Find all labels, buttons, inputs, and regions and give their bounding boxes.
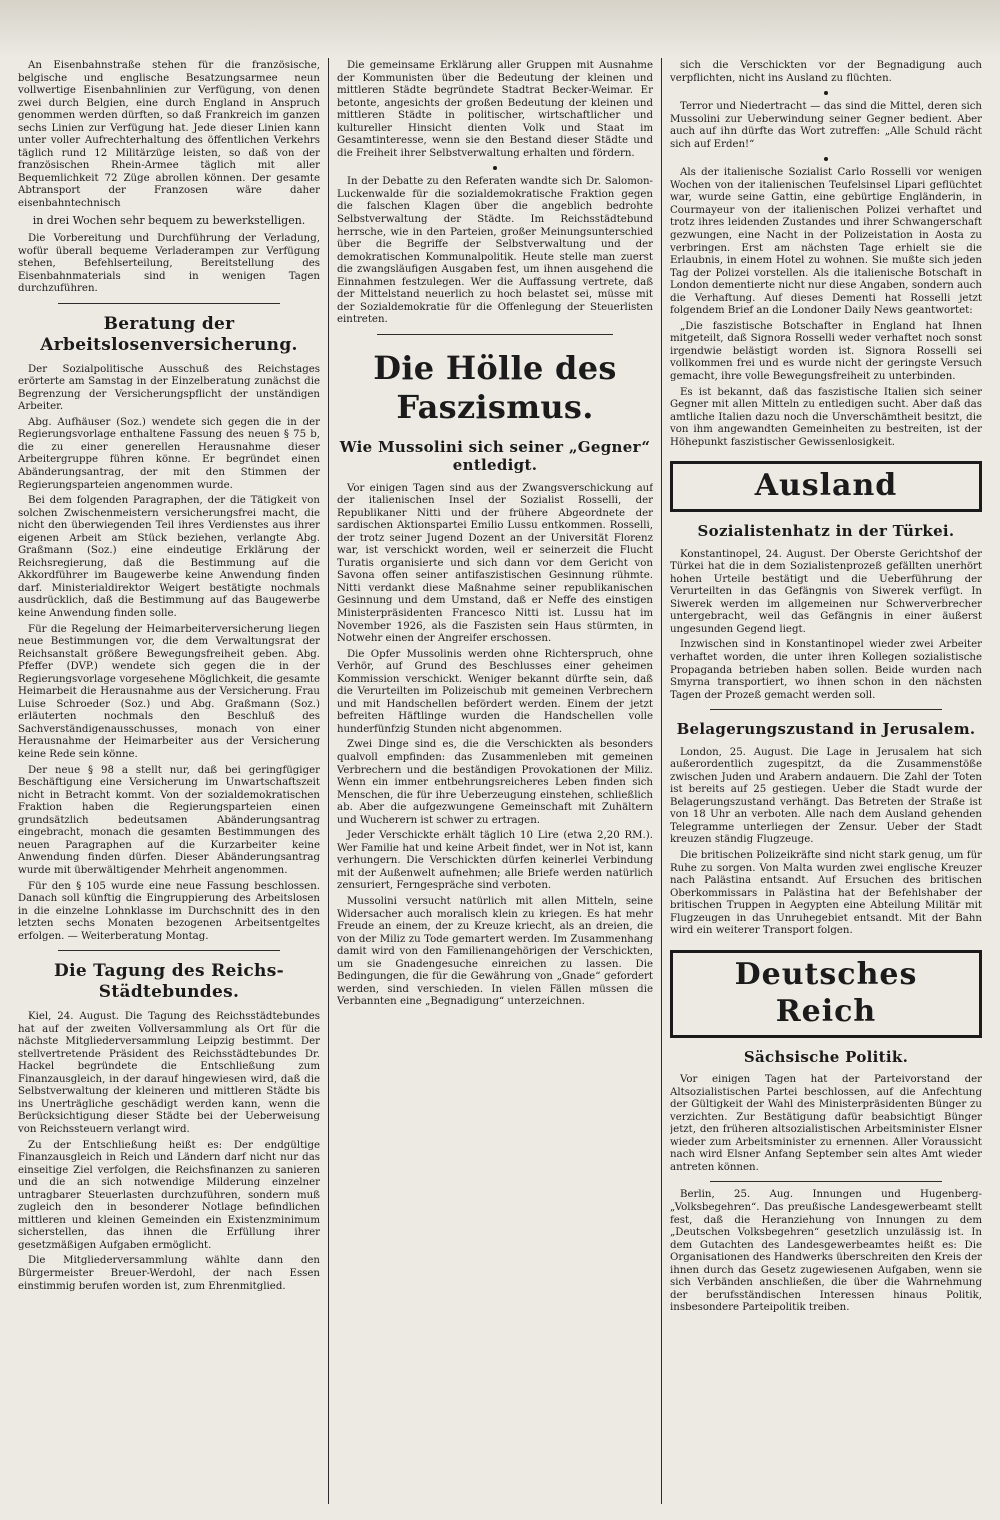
article-text: „Die faszistische Botschafter in England hat Ihnen mitgeteilt, daß Signora Rosselli weder verhaftet noch sonst irgendwie belästigt worden ist. Signora Rosselli sei vollkommen frei und es wurde nicht der geringste Versuch gemacht, ihre volle Bewegungsfreiheit zu unterbinden.	[670, 320, 982, 383]
subheadline-mussolini: Wie Mussolini sich seiner „Gegner“ entledigt.	[339, 437, 651, 475]
article-text: Inzwischen sind in Konstantinopel wieder zwei Arbeiter verhaftet worden, die unter ihren Kollegen sozialistische Propaganda betrieben haben sollen. Beide wurden nach Smyrna transportiert, wo ihnen schon in den nächsten Tagen der Prozeß gemacht werden soll.	[670, 639, 982, 701]
headline-staedtebund: Die Tagung des Reichs-Städtebundes.	[54, 961, 284, 1003]
article-text: In der Debatte zu den Referaten wandte sich Dr. Salomon-Luckenwalde für die sozialdemokratische Fraktion gegen die falschen Klagen über die angeblich bedrohte Selbstverwaltung der Städte. Im Reichsstädtebund herrsche, wie in den Parteien, großer Meinungsunterschied über die Begriffe der Selbstverwaltung und der demokratischen Kommunalpolitik. Heute stelle man zuerst die zwangsläufigen Ausgaben fest, um ihnen ausgehend die Einnahmen festzulegen. Wer die Auffassung vertrete, daß der Mittelstand neuerlich zu hoch belastet sei, müsse mit der Sozialdemokratie für die Offenlegung der Steuerlisten eintreten.	[337, 176, 653, 326]
article-text: Konstantinopel, 24. August. Der Oberste Gerichtshof der Türkei hat die in dem Sozialistenprozeß gefällten unerhört hohen Urteile bestätigt und die Ueberführung der Verurteilten in das Gefängnis von Siwerek verfügt. In Siwerek werden im allgemeinen nur Schwerverbrecher untergebracht, weil das Gefängnis in einer äußerst ungesunden Gegend liegt.	[670, 548, 982, 635]
column-right	[670, 60, 982, 1502]
page-top-fold	[0, 0, 1000, 58]
separator-dot	[824, 157, 828, 161]
column-rule	[661, 58, 662, 1504]
separator-dot	[824, 91, 828, 95]
article-text: Terror und Niedertracht — das sind die Mittel, deren sich Mussolini zur Ueberwindung seiner Gegner bedient. Aber auch auf ihn dürfte das Wort zutreffen: „Alle Schuld rächt sich auf Erden!“	[670, 101, 982, 150]
section-separator	[58, 950, 280, 951]
article-text: Abg. Aufhäuser (Soz.) wendete sich gegen die in der Regierungsvorlage enthaltene Fassung des neuen § 75 b, die zu einer generellen Herausnahme dieser Arbeitergruppe führen könne. Er begründet einen Abänderungsantrag, der mit den Stimmen der Regierungsparteien angenommen wurde.	[18, 416, 320, 491]
article-text: Der neue § 98 a stellt nur, daß bei geringfügiger Beschäftigung eine Versicherung im Unwartschaftszeit nicht in Betracht kommt. Von der sozialdemokratischen Fraktion haben die Regierungsparteien einen grundsätzlich bedeutsamen Abänderungsantrag eingebracht, monach die gesamten Bestimmungen des neuen Paragraphen auf die Kurzarbeiter keine Anwendung finden dürfen. Dieser Abänderungsantrag wurde mit überwältigender Mehrheit angenommen.	[18, 764, 320, 876]
article-text: London, 25. August. Die Lage in Jerusalem hat sich außerordentlich zugespitzt, da die Zusammenstöße zwischen Juden und Arabern andauern. Die Zahl der Toten ist bereits auf 25 gestiegen. Ueber die Stadt wurde der Belagerungszustand verhängt. Das Betreten der Straße ist von 18 Uhr an verboten. Alle nach dem Ausland gehenden Telegramme unterliegen der Zensur. Ueber der Stadt kreuzen ständig Flugzeuge.	[670, 746, 982, 846]
separator-dot	[493, 166, 497, 170]
article-text: Vor einigen Tagen hat der Parteivorstand der Altsozialistischen Partei beschlossen, auf die Anfechtung der Gültigkeit der Wahl des Ministerpräsidenten Bünger zu verzichten. Zur Bestätigung dafür beabsichtigt Bünger jetzt, den früheren altsozialistischen Arbeitsminister Elsner wieder zum Arbeitsminister zu ernennen. Aller Voraussicht nach wird Elsner Anfang September sein altes Amt wieder antreten können.	[670, 1074, 982, 1173]
article-text: Kiel, 24. August. Die Tagung des Reichsstädtebundes hat auf der zweiten Vollversammlung als Ort für die nächste Mitgliederversammlung Leipzig bestimmt. Der stellvertretende Präsident des Reichsstädtebundes Dr. Hackel begründete die Entschließung zum Finanzausgleich, in der darauf hingewiesen wird, daß die Selbstverwaltung der kleineren und mittleren Städte bis ins Unerträgliche geschädigt werden kann, wenn die Berücksichtigung dieser Städte bei der Ueberweisung von Reichssteuern verlangt wird.	[18, 1011, 320, 1135]
headline-faszismus: Die Hölle des Faszismus.	[373, 348, 617, 427]
article-text: An Eisenbahnstraße stehen für die französische, belgische und englische Besatzungsarmee neun vollwertige Eisenbahnlinien zur Verfügung, von denen zwei durch Belgien, eine durch England in Anspruch genommen werden dürften, so daß Frankreich im ganzen sechs Linien zur Verfügung hat. Jede dieser Linien kann unter voller Aufrechterhaltung des öffentlichen Verkehrs täglich rund 12 Militärzüge leisten, so daß von der französischen Rhein-Armee täglich mit aller Bequemlichkeit 72 Züge abrollen können. Der gesamte Abtransport der Franzosen wäre daher eisenbahntechnisch	[18, 60, 320, 210]
article-text: Die britischen Polizeikräfte sind nicht stark genug, um für Ruhe zu sorgen. Von Malta wurden zwei englische Kreuzer nach Palästina entsandt. Auf Ersuchen des britischen Oberkommissars in Palästina hat der Befehlshaber der britischen Truppen in Aegypten eine Abteilung Militär mit Flugzeugen in das Unruhegebiet entsandt. Mit der Bahn wird ein weiterer Transport folgen.	[670, 850, 982, 937]
article-text: Bei dem folgenden Paragraphen, der die Tätigkeit von solchen Zwischenmeistern versicherungsfrei macht, die nicht den überwiegenden Teil ihres Verdienstes aus ihrer eigenen Arbeit am Stück beziehen, verlangte Abg. Graßmann (Soz.) eine eindeutige Erklärung der Reichsregierung, daß die Bestimmung auf die Akkordführer im Baugewerbe keine Anwendung finden darf. Ministerialdirektor Weigert bestätigte nochmals ausdrücklich, daß die Bestimmung auf das Baugewerbe keine Anwendung finden solle.	[18, 495, 320, 620]
article-text: Es ist bekannt, daß das faszistische Italien sich seiner Gegner mit allen Mitteln zu entledigen sucht. Aber daß das amtliche Italien dazu noch die Unverschämtheit besitzt, die von ihm angewandten Gemeinheiten zu bestreiten, ist der Höhepunkt faszistischer Gewissenlosigkeit.	[670, 386, 982, 448]
column-rule	[328, 58, 329, 1504]
article-text: Die Opfer Mussolinis werden ohne Richterspruch, ohne Verhör, auf Grund des Beschlusses einer geheimen Kommission verschickt. Weniger bekannt dürfte sein, daß die Verurteilten im Polizeischub mit gemeinen Verbrechern und mit Handschellen befördert werden. Einem der jetzt befreiten Häftlinge wurden die Handschellen volle hunderfünfzig Stunden nicht abgenommen.	[337, 648, 653, 735]
article-text: Jeder Verschickte erhält täglich 10 Lire (etwa 2,20 RM.). Wer Familie hat und keine Arbeit findet, wer in Not ist, kann verhungern. Die Verschickten dürfen keinerlei Verbindung mit der Außenwelt aufnehmen; alle Briefe werden natürlich zensuriert, Ferngespräche sind verboten.	[337, 830, 653, 892]
section-separator	[710, 1181, 942, 1182]
article-text: Als der italienische Sozialist Carlo Rosselli vor wenigen Wochen von der italienischen Teufelsinsel Lipari geflüchtet war, wurde seine Gattin, eine gebürtige Engländerin, in Courmayeur von der italienischen Polizei verhaftet und trotz ihres leidenden Zustandes und ihrer Schwangerschaft gezwungen, eine Nacht in der Polizeistation in Aosta zu verbringen. Erst am nächsten Tage erhielt sie die Erlaubnis, in einem Hotel zu wohnen. Sie mußte sich jeden Tag der Polizei vorstellen. Als die italienische Botschaft in London dementierte nicht nur diese Angaben, sondern auch die Verhaftung. Auf dieses Dementi hat Rosselli jetzt folgendem Brief an die Londoner Daily News geantwortet:	[670, 167, 982, 317]
headline-saechsische-politik: Sächsische Politik.	[743, 1047, 909, 1066]
article-text: sich die Verschickten vor der Begnadigung auch verpflichten, nicht ins Ausland zu flüchten.	[670, 60, 982, 84]
column-left	[18, 60, 320, 1502]
headline-tuerkei: Sozialistenhatz in der Türkei.	[697, 522, 955, 541]
article-text: Berlin, 25. Aug. Innungen und Hugenberg-„Volksbegehren“. Das preußische Landesgewerbeamt stellt fest, daß die Heranziehung von Innungen zu dem „Deutschen Volksbegehren“ gesetzlich unzulässig ist. In dem Gutachten des Landesgewerbeamtes heißt es: Die Organisationen des Handwerks überschreiten den Kreis der ihnen durch das Gesetz zugewiesenen Aufgaben, wenn sie sich Verbänden anschließen, die über die Wahrnehmung der berufsständischen Interessen hinaus Politik, insbesondere Parteipolitik treiben.	[670, 1189, 982, 1314]
article-text: Die Vorbereitung und Durchführung der Verladung, wofür überall bequeme Verladerampen zur Verfügung stehen, Befehlserteilung, Bereitstellung des Eisenbahnmaterials sind in wenigen Tagen durchzuführen.	[18, 233, 320, 295]
section-separator	[377, 334, 613, 335]
section-box-deutsches-reich: Deutsches Reich	[670, 950, 982, 1038]
article-text: Die gemeinsame Erklärung aller Gruppen mit Ausnahme der Kommunisten über die Bedeutung der kleinen und mittleren Städte begründete Stadtrat Becker-Weimar. Er betonte, angesichts der großen Bedeutung der kleinen und mittleren Städte in politischer, wirtschaftlicher und kultureller Hinsicht dienten Volk und Staat im Gesamtinteresse, wenn sie den Bestand dieser Städte und die Freiheit ihrer Selbstverwaltung erhalten und fördern.	[337, 60, 653, 159]
headline-jerusalem: Belagerungszustand in Jerusalem.	[676, 720, 976, 739]
article-text: Für die Regelung der Heimarbeiterversicherung liegen neue Bestimmungen vor, die dem Verwaltungsrat der Reichsanstalt größere Bewegungsfreiheit geben. Abg. Pfeffer (DVP.) wendete sich gegen die in der Regierungsvorlage vorgesehene Möglichkeit, die gesamte Heimarbeit die Herausnahme aus der Versicherung. Frau Luise Schroeder (Soz.) und Abg. Graßmann (Soz.) erläuterten nochmals den Beschluß des Sachverständigenausschusses, monach von einer Herausnahme der Heimarbeiter aus der Versicherung keine Rede sein könne.	[18, 623, 320, 761]
article-text: Die Mitgliederversammlung wählte dann den Bürgermeister Breuer-Werdohl, der nach Essen einstimmig berufen worden ist, zum Ehrenmitglied.	[18, 1255, 320, 1292]
article-text: Zu der Entschließung heißt es: Der endgültige Finanzausgleich in Reich und Ländern darf nicht nur das einseitige Ziel verfolgen, die Reichsfinanzen zu sanieren und die an sich notwendige Milderung einzelner untragbarer Steuerlasten durchzuführen, sondern muß zugleich den in besonderer Notlage befindlichen mittleren und kleinen Gemeinden ein Existenzminimum sicherstellen, das ihnen die Erfüllung ihrer gesetzmäßigen Aufgaben ermöglicht.	[18, 1139, 320, 1251]
article-text: Mussolini versucht natürlich mit allen Mitteln, seine Widersacher auch moralisch klein zu kriegen. Es hat mehr Freude an einem, der zu Kreuze kriecht, als an dreien, die von der Miliz zu Tode gemartert werden. Im Zusammenhang damit wird von den Familienangehörigen der Verschickten, um sie Gnadengesuche einreichen zu lassen. Die Bedingungen, die für die Gewährung von „Gnade“ gefordert werden, sind verschieden. In vielen Fällen müssen die Verbannten eine „Begnadigung“ unterzeichnen.	[337, 896, 653, 1008]
article-text: Für den § 105 wurde eine neue Fassung beschlossen. Danach soll künftig die Eingruppierung des Arbeitslosen in die einzelne Lohnklasse im Durchschnitt des in den letzten sechs Monaten bezogenen Arbeitsentgeltes erfolgen. — Weiterberatung Montag.	[18, 880, 320, 942]
article-text: Zwei Dinge sind es, die die Verschickten als besonders qualvoll empfinden: das Zusammenleben mit gemeinen Verbrechern und die beständigen Provokationen der Miliz. Wenn ein immer entbehrungsreicheres Leben finden sich Menschen, die für ihre Ueberzeugung einstehen, schließlich ab. Aber die aufgezwungene Gemeinschaft mit Zuhältern und Wucherern ist schwer zu ertragen.	[337, 739, 653, 826]
article-text: Vor einigen Tagen sind aus der Zwangsverschickung auf der italienischen Insel der Sozialist Rosselli, der Republikaner Nitti und der frühere Abgeordnete der sardischen Aktionspartei Emilio Lussu entkommen. Rosselli, der trotz seiner Jugend Dozent an der Universität Florenz war, ist verschickt worden, weil er seinerzeit die Flucht Turatis organisierte und sich dann vor dem Gericht von Savona offen seiner antifaszistischen Gesinnung rühmte. Nitti verdankt diese Maßnahme seiner republikanischen Gesinnung und dem Umstand, daß er Neffe des einstigen Ministerpräsidenten Francesco Nitti ist. Lussu hat im November 1926, als die Faszisten sein Haus stürmten, in Notwehr einen der Angreifer erschossen.	[337, 482, 653, 645]
section-box-ausland: Ausland	[670, 461, 982, 512]
column-middle	[337, 60, 653, 1502]
section-separator	[58, 303, 280, 304]
article-text: Der Sozialpolitische Ausschuß des Reichstages erörterte am Samstag in der Einzelberatung zunächst die Begrenzung der Versicherungspflicht der unständigen Arbeiter.	[18, 363, 320, 413]
section-separator	[710, 709, 942, 710]
headline-arbeitslosenversicherung: Beratung der Arbeitslosenversicherung.	[40, 313, 298, 355]
article-text-emphasis: in drei Wochen sehr bequem zu bewerkstelligen.	[32, 213, 306, 227]
